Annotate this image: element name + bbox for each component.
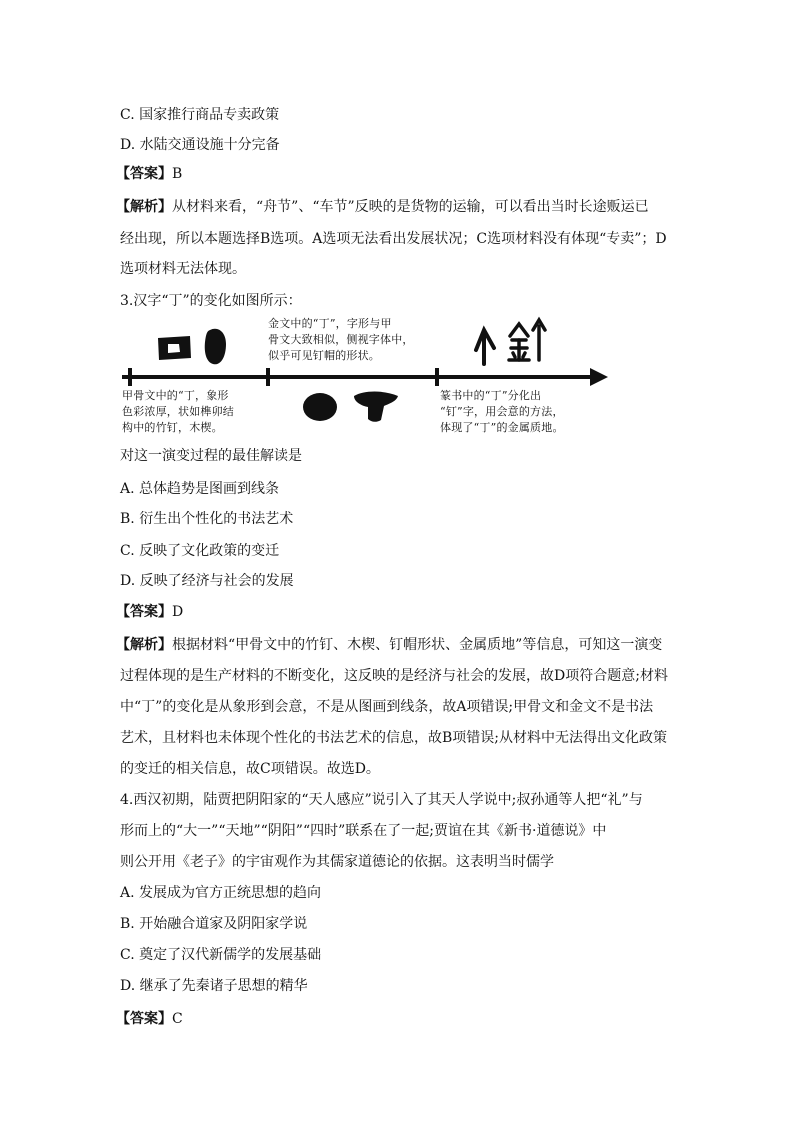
q2-analysis-line-2: 经出现，所以本题选择B选项。A选项无法看出发展状况；C选项材料没有体现“专卖”；D bbox=[120, 231, 667, 247]
q3-prompt: 对这一演变过程的最佳解读是 bbox=[120, 448, 302, 464]
oracle-bone-square-glyph bbox=[158, 336, 191, 360]
q4-option-c: C. 奠定了汉代新儒学的发展基础 bbox=[120, 947, 322, 963]
q3-stem: 3.汉字“丁”的变化如图所示： bbox=[120, 293, 302, 309]
seal-script-caption: 篆书中的“丁”分化出 “钉”字，用会意的方法， 体现了“丁”的金属质地。 bbox=[440, 389, 564, 434]
q3-answer bbox=[116, 603, 183, 621]
q4-option-a: A. 发展成为官方正统思想的趋向 bbox=[120, 885, 322, 901]
oracle-bone-oval-glyph bbox=[205, 329, 226, 365]
q2-analysis-line-1 bbox=[116, 198, 649, 216]
answer-label: 【答案】 bbox=[116, 166, 172, 182]
answer-label: 【答案】 bbox=[116, 1011, 172, 1027]
q3-analysis-line-2: 过程体现的是生产材料的不断变化，这反映的是经济与社会的发展，故D项符合题意;材料 bbox=[120, 668, 668, 684]
q4-answer bbox=[116, 1010, 183, 1028]
q3-option-d: D. 反映了经济与社会的发展 bbox=[120, 573, 294, 589]
q3-analysis-line-1 bbox=[116, 636, 662, 654]
q3-option-c: C. 反映了文化政策的变迁 bbox=[120, 543, 280, 559]
q4-stem-line-1: 4.西汉初期，陆贾把阴阳家的“天人感应”说引入了其天人学说中;叔孙通等人把“礼”与 bbox=[120, 792, 643, 808]
q4-option-d: D. 继承了先秦诸子思想的精华 bbox=[120, 978, 308, 994]
q2-option-c: C. 国家推行商品专卖政策 bbox=[120, 107, 280, 123]
q3-analysis-line-4: 艺术，且材料也未体现个性化的书法艺术的信息，故B项错误;从材料中无法得出文化政策 bbox=[120, 730, 668, 746]
answer-label: 【答案】 bbox=[116, 604, 172, 620]
analysis-text: 从材料来看，“舟节”、“车节”反映的是货物的运输，可以看出当时长途贩运已 bbox=[172, 199, 649, 215]
q4-stem-line-3: 则公开用《老子》的宇宙观作为其儒家道德论的依据。这表明当时儒学 bbox=[120, 854, 554, 870]
q2-analysis-line-3: 选项材料无法体现。 bbox=[120, 261, 246, 277]
q4-stem-line-2: 形而上的“大一”“天地”“阴阳”“四时”联系在了一起;贾谊在其《新书·道德说》中 bbox=[120, 823, 607, 839]
q4-option-b: B. 开始融合道家及阴阳家学说 bbox=[120, 916, 308, 932]
oracle-bone-caption: 甲骨文中的“丁，象形 色彩浓厚，状如榫卯结 构中的竹钉，木楔。 bbox=[122, 389, 234, 434]
bronze-nailhead-glyph bbox=[354, 392, 398, 422]
bronze-caption: 金文中的“丁”，字形与甲 骨文大致相似，侧视字体中， 似乎可见钉帽的形状。 bbox=[268, 317, 414, 362]
q3-analysis-line-5: 的变迁的相关信息，故C项错误。故选D。 bbox=[120, 761, 380, 777]
seal-ding-glyph bbox=[476, 330, 494, 364]
q3-analysis-line-3: 中“丁”的变化是从象形到会意，不是从图画到线条，故A项错误;甲骨文和金文不是书法 bbox=[120, 699, 654, 715]
q2-option-d: D. 水陆交通设施十分完备 bbox=[120, 137, 280, 153]
analysis-label: 【解析】 bbox=[116, 199, 172, 215]
q2-answer bbox=[116, 165, 182, 183]
bronze-round-glyph bbox=[303, 393, 337, 421]
q3-option-b: B. 衍生出个性化的书法艺术 bbox=[120, 511, 294, 527]
answer-value: D bbox=[172, 604, 184, 620]
analysis-text: 根据材料“甲骨文中的竹钉、木楔、钉帽形状、金属质地”等信息，可知这一演变 bbox=[172, 637, 663, 653]
ding-evolution-figure bbox=[118, 316, 618, 440]
answer-value: C bbox=[172, 1011, 183, 1027]
seal-ding-metal-glyph bbox=[509, 320, 545, 360]
q3-option-a: A. 总体趋势是图画到线条 bbox=[120, 481, 280, 497]
answer-value: B bbox=[172, 166, 183, 182]
analysis-label: 【解析】 bbox=[116, 637, 172, 653]
